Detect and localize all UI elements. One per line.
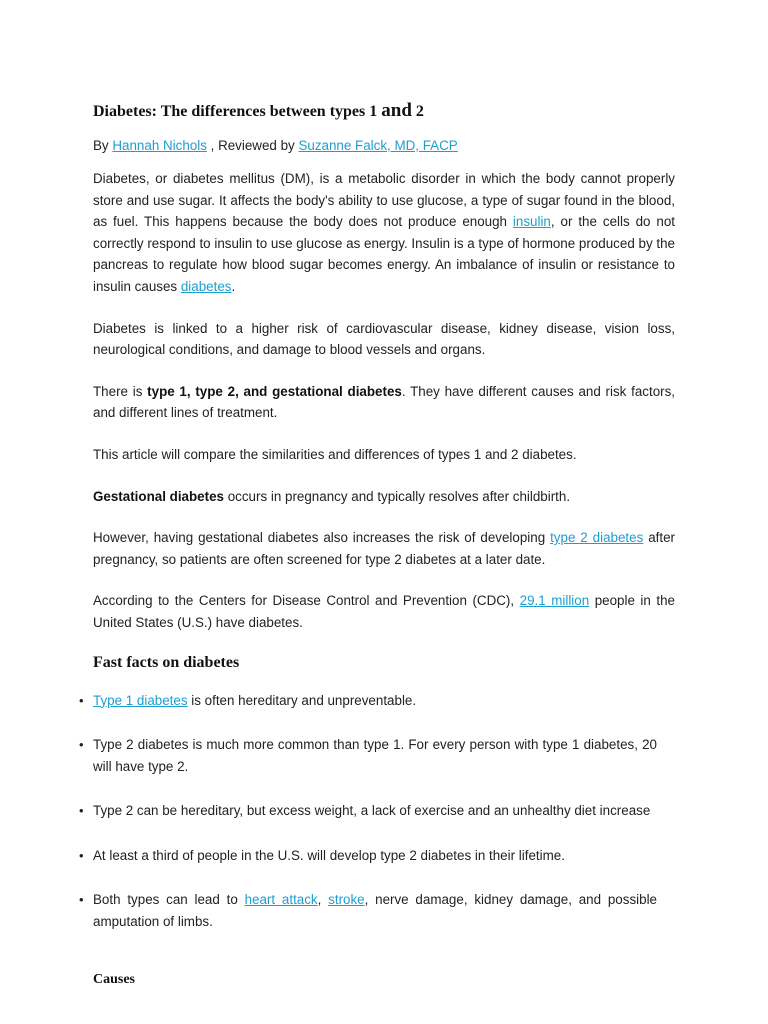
intro-text-2: , or the cells do not correctly respond to insulin to use glucose as energy. Insulin is a type of hormone produced by the pancreas to regulate how blood sugar becomes energy. An imbalance of insulin or resistance to insulin causes — [93, 214, 675, 294]
bullet-icon: • — [79, 692, 84, 708]
causes-heading: Causes — [93, 971, 136, 987]
cdc-text-1: According to the Centers for Disease Control and Prevention (CDC), — [93, 593, 520, 609]
heart-attack-link[interactable]: heart attack — [244, 892, 318, 908]
reviewer-link[interactable]: Suzanne Falck, MD, FACP — [298, 138, 458, 153]
list-item — [79, 690, 657, 712]
bullet-icon: • — [79, 737, 84, 753]
risk-paragraph: Diabetes is linked to a higher risk of cardiovascular disease, kidney disease, vision loss, neurological conditions, and damage to blood vessels and organs. — [93, 320, 675, 358]
byline-prefix: By — [93, 138, 113, 153]
intro-text-3: . — [231, 278, 236, 294]
fact-5-text-1: Both types can lead to — [93, 892, 245, 908]
article-title — [93, 97, 675, 127]
fast-facts-list — [79, 690, 657, 933]
cdc-stat-link[interactable]: 29.1 million — [519, 593, 590, 609]
gestational-paragraph — [93, 486, 675, 508]
list-item — [79, 734, 657, 777]
types-bold: type 1, type 2, and gestational diabetes — [147, 383, 402, 399]
bullet-icon: • — [79, 892, 84, 908]
bullet-icon: • — [79, 847, 84, 863]
gest-risk-text-1: However, having gestational diabetes also increases the risk of developing — [93, 530, 551, 546]
gestational-bold: Gestational diabetes — [93, 488, 224, 504]
compare-paragraph: This article will compare the similarities and differences of types 1 and 2 diabetes. — [93, 446, 577, 462]
gest-risk-text-2: after pregnancy, so patients are often screened for type 2 diabetes at a later date. — [93, 530, 676, 567]
fact-4-text: At least a third of people in the U.S. will develop type 2 diabetes in their lifetime. — [93, 847, 565, 863]
byline — [93, 136, 675, 156]
fact-2-text: Type 2 diabetes is much more common than type 1. For every person with type 1 diabetes, 20 will have type 2. — [93, 737, 657, 774]
gestational-text: occurs in pregnancy and typically resolves after childbirth. — [223, 488, 571, 504]
byline-reviewed-prefix: , Reviewed by — [206, 138, 299, 153]
type2-diabetes-link[interactable]: type 2 diabetes — [550, 530, 644, 546]
stroke-link[interactable]: stroke — [328, 892, 365, 908]
title-and: and — [381, 100, 412, 121]
diabetes-link[interactable]: diabetes — [180, 278, 232, 294]
bullet-icon: • — [79, 803, 84, 819]
cdc-text-2: people in the United States (U.S.) have diabetes. — [93, 593, 675, 630]
article-body — [79, 97, 676, 990]
cdc-paragraph — [93, 590, 675, 633]
fact-5-sep: , — [317, 892, 329, 908]
list-item — [79, 800, 657, 822]
intro-paragraph — [93, 168, 675, 298]
types-paragraph — [93, 381, 675, 424]
fast-facts-heading: Fast facts on diabetes — [93, 653, 240, 671]
author-link[interactable]: Hannah Nichols — [112, 138, 207, 153]
type1-diabetes-link[interactable]: Type 1 diabetes — [93, 692, 188, 708]
types-text-2: . They have different causes and risk factors, and different lines of treatment. — [93, 383, 676, 421]
insulin-link[interactable]: insulin — [512, 214, 551, 230]
gestational-risk-paragraph — [93, 527, 675, 570]
title-end: 2 — [411, 103, 424, 120]
fact-3-text: Type 2 can be hereditary, but excess weight, a lack of exercise and an unhealthy diet increase — [93, 803, 651, 819]
fact-5-text-2: , nerve damage, kidney damage, and possible amputation of limbs. — [93, 892, 657, 930]
list-item — [79, 845, 657, 867]
list-item — [79, 889, 657, 932]
intro-text-1: Diabetes, or diabetes mellitus (DM), is a metabolic disorder in which the body cannot properly store and use sugar. It affects the body's ability to use glucose, a type of sugar found in the blood, as fuel. This happens because the body does not produce enough — [93, 171, 675, 230]
types-text-1: There is — [93, 383, 148, 399]
title-main: Diabetes: The differences between types 1 — [93, 103, 382, 120]
fact-1-text: is often hereditary and unpreventable. — [187, 692, 417, 708]
